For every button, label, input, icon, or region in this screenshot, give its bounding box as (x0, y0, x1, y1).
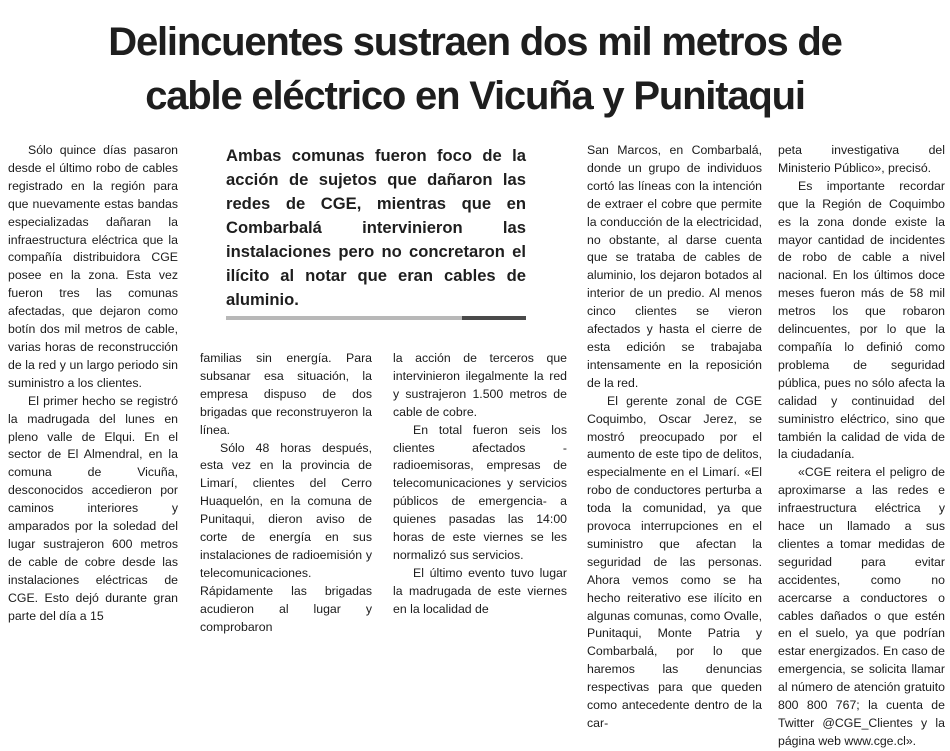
paragraph: «CGE reitera el peligro de aproximarse a las redes e infraestructura eléctrica y hace un llamado a sus clientes a tomar medidas de seguridad para evitar accidentes, como no acercarse a conductores o cables dañados o que estén en el suelo, ya que podrían estar energizados. En caso de emergencia, se solicita llamar al número de atención gratuito 800 800 767; la cuenta de Twitter @CGE_Clientes y la página web www.cge.cl». (778, 465, 945, 748)
article-column-4 (587, 142, 762, 733)
paragraph: El último evento tuvo lugar la madrugada de este viernes en la localidad de (393, 565, 567, 616)
paragraph: familias sin energía. Para subsanar esa situación, la empresa dispuso de dos brigadas que reconstruyeron la línea. (200, 351, 372, 437)
headline-line-2: cable eléctrico en Vicuña y Punitaqui (145, 74, 805, 118)
article-column-2 (200, 350, 372, 637)
paragraph: Sólo 48 horas después, esta vez en la provincia de Limarí, clientes del Cerro Huaquelón, en la comuna de Punitaqui, dieron aviso de corte de energía en sus instalaciones de radioemisión y telecomunicaciones. Rápidamente las brigadas acudieron al lugar y comprobaron (200, 440, 372, 634)
paragraph: Es importante recordar que la Región de Coquimbo es la zona donde existe la mayor cantidad de incidentes de robo de cable a nivel nacional. En los últimos doce meses fueron más de 58 mil metros los que robaron delincuentes, por lo que la compañía lo definió como problema de seguridad pública, pues no sólo afecta la calidad y continuidad del suministro eléctrico, sino que también la calidad de vida de la ciudadanía. (778, 178, 945, 462)
article-column-5 (778, 142, 945, 751)
article-column-3 (393, 350, 567, 619)
paragraph: En total fueron seis los clientes afectados -radioemisoras, empresas de telecomunicaciones y servicios públicos de emergencia- a quienes pasadas las 14:00 horas de este viernes se les normalizó sus servicios. (393, 422, 567, 562)
paragraph: peta investigativa del Ministerio Público», precisó. (778, 143, 945, 175)
headline-line-1: Delincuentes sustraen dos mil metros de (108, 20, 842, 64)
paragraph: El gerente zonal de CGE Coquimbo, Oscar Jerez, se mostró preocupado por el aumento de este tipo de delitos, especialmente en el Limarí. «El robo de conductores perturba a toda la comunidad, ya que provoca interrupciones en el suministro que afectan la seguridad de las personas. Ahora vemos como se ha hecho reiterativo ese ilícito en algunas comunas, como Ovalle, Punitaqui, Monte Patria y Combarbalá, por lo que haremos las denuncias respectivas para que queden como antecedente dentro de la car- (587, 393, 762, 730)
article-deck: Ambas comunas fueron foco de la acción de sujetos que dañaron las redes de CGE, mientras que en Combarbalá intervinieron las instalaciones pero no concretaron el ilícito al notar que eran cables de aluminio. (226, 146, 526, 309)
paragraph: San Marcos, en Combarbalá, donde un grupo de individuos cortó las líneas con la intención de extraer el cobre que permite la conducción de la electricidad, no obstante, al darse cuenta que se trataba de cables de aluminio, los dejaron botados al interior de un predio. Al menos cinco clientes se vieron afectados y hasta el cierre de esta edición se trabajaba intensamente en la reposición de la red. (587, 143, 762, 390)
deck-divider-accent (462, 316, 526, 320)
paragraph: Sólo quince días pasaron desde el último robo de cables registrado en la región para que nuevamente estas bandas especializadas dañaran la infraestructura eléctrica que la compañía distribuidora CGE posee en la zona. Esta vez fueron tres las comunas afectadas, que dejaron como botín dos mil metros de cable, varias horas de reconstrucción de la red y un largo periodo sin suministro a los clientes. (8, 143, 178, 390)
article-column-1 (8, 142, 178, 625)
deck-divider (226, 316, 462, 320)
paragraph: El primer hecho se registró la madrugada del lunes en pleno valle de Elqui. En el sector de El Almendral, en la comuna de Vicuña, desconocidos accedieron por caminos interiores y amparados por la soledad del lugar sustrajeron 600 metros de cable de cobre desde las instalaciones eléctricas de CGE. Esto dejó durante gran parte del día a 15 (8, 393, 178, 623)
paragraph: la acción de terceros que intervinieron ilegalmente la red y sustrajeron 1.500 metros de cable de cobre. (393, 351, 567, 419)
